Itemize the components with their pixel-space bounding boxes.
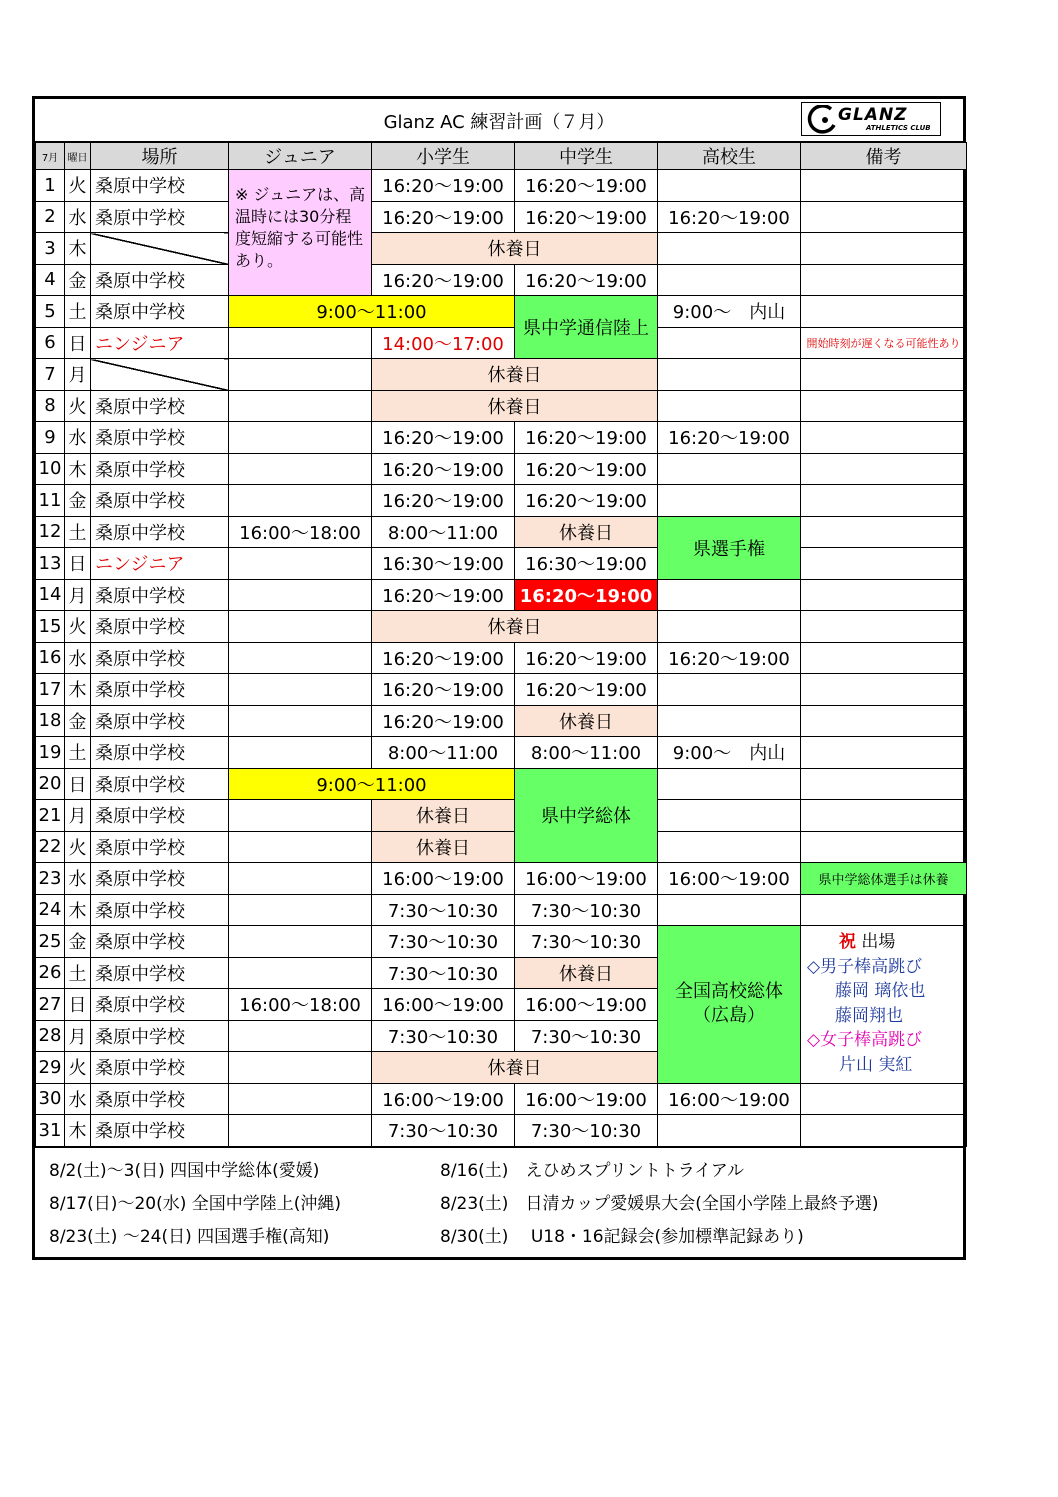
footer-event-right: 8/16(土) えひめスプリントトライアル bbox=[440, 1160, 745, 1181]
junior-cell bbox=[229, 863, 372, 895]
notes-cell bbox=[801, 170, 967, 202]
title-row bbox=[35, 99, 963, 142]
junior-cell bbox=[229, 894, 372, 926]
page-title: Glanz AC 練習計画（７月） bbox=[383, 112, 615, 133]
high-cell bbox=[658, 611, 801, 643]
place-cell: 桑原中学校 bbox=[91, 264, 229, 296]
day-of-week: 日 bbox=[65, 548, 91, 580]
girls-athlete-1: 片山 実紅 bbox=[839, 1054, 913, 1075]
high-cell bbox=[658, 831, 801, 863]
middle-cell: 8:00～11:00 bbox=[515, 737, 658, 769]
notes-cell bbox=[801, 390, 967, 422]
table-row bbox=[36, 390, 967, 422]
place-cell: 桑原中学校 bbox=[91, 768, 229, 800]
day-number: 10 bbox=[36, 453, 65, 485]
header-month: 7月 bbox=[36, 143, 65, 170]
place-cell: 桑原中学校 bbox=[91, 989, 229, 1021]
header-notes: 備考 bbox=[801, 143, 967, 170]
elementary-cell: 16:20～19:00 bbox=[372, 642, 515, 674]
footer-row bbox=[35, 1185, 963, 1218]
logo-swoosh-icon bbox=[804, 105, 838, 135]
middle-cell: 16:20～19:00 bbox=[515, 453, 658, 485]
notes-cell: 県中学総体選手は休養 bbox=[801, 863, 967, 895]
day-of-week: 木 bbox=[65, 453, 91, 485]
middle-cell-highlight: 16:20～19:00 bbox=[515, 579, 658, 611]
place-cell: 桑原中学校 bbox=[91, 642, 229, 674]
event-national-hs: 全国高校総体（広島） bbox=[658, 926, 801, 1084]
table-row bbox=[36, 327, 967, 359]
day-number: 3 bbox=[36, 233, 65, 265]
junior-cell bbox=[229, 359, 372, 391]
junior-cell bbox=[229, 831, 372, 863]
table-row bbox=[36, 831, 967, 863]
day-number: 2 bbox=[36, 201, 65, 233]
place-cell: 桑原中学校 bbox=[91, 579, 229, 611]
junior-cell bbox=[229, 800, 372, 832]
day-of-week: 金 bbox=[65, 705, 91, 737]
high-cell bbox=[658, 800, 801, 832]
place-cell: 桑原中学校 bbox=[91, 737, 229, 769]
day-of-week: 火 bbox=[65, 611, 91, 643]
junior-cell bbox=[229, 1083, 372, 1115]
high-cell bbox=[658, 264, 801, 296]
notes-cell bbox=[801, 579, 967, 611]
junior-cell bbox=[229, 642, 372, 674]
table-row bbox=[36, 264, 967, 296]
notes-cell bbox=[801, 611, 967, 643]
place-cell: 桑原中学校 bbox=[91, 894, 229, 926]
day-of-week: 月 bbox=[65, 359, 91, 391]
rest-day-cell: 休養日 bbox=[372, 233, 658, 265]
middle-cell: 16:20～19:00 bbox=[515, 485, 658, 517]
place-cell: 桑原中学校 bbox=[91, 1115, 229, 1147]
day-of-week: 土 bbox=[65, 296, 91, 328]
day-of-week: 土 bbox=[65, 957, 91, 989]
table-row bbox=[36, 579, 967, 611]
junior-cell bbox=[229, 926, 372, 958]
table-row bbox=[36, 1083, 967, 1115]
notes-cell bbox=[801, 516, 967, 548]
place-cell: 桑原中学校 bbox=[91, 1052, 229, 1084]
day-number: 15 bbox=[36, 611, 65, 643]
rest-day-cell: 休養日 bbox=[372, 1052, 658, 1084]
header-junior: ジュニア bbox=[229, 143, 372, 170]
table-row bbox=[36, 926, 967, 958]
header-dow: 曜日 bbox=[65, 143, 91, 170]
high-cell: 16:00～19:00 bbox=[658, 1083, 801, 1115]
table-row bbox=[36, 201, 967, 233]
boys-event: ◇男子棒高跳び bbox=[807, 956, 923, 977]
footer-events bbox=[35, 1147, 963, 1257]
table-row bbox=[36, 863, 967, 895]
rest-day-cell: 休養日 bbox=[372, 359, 658, 391]
table-row bbox=[36, 768, 967, 800]
place-cell: 桑原中学校 bbox=[91, 516, 229, 548]
place-cell: 桑原中学校 bbox=[91, 422, 229, 454]
middle-cell: 7:30～10:30 bbox=[515, 1115, 658, 1147]
notes-cell bbox=[801, 485, 967, 517]
place-cell: 桑原中学校 bbox=[91, 800, 229, 832]
elementary-cell: 16:20～19:00 bbox=[372, 705, 515, 737]
elementary-cell: 7:30～10:30 bbox=[372, 926, 515, 958]
table-row bbox=[36, 611, 967, 643]
day-number: 19 bbox=[36, 737, 65, 769]
day-of-week: 水 bbox=[65, 642, 91, 674]
middle-cell: 16:20～19:00 bbox=[515, 422, 658, 454]
day-of-week: 金 bbox=[65, 264, 91, 296]
event-pref-champ: 県選手権 bbox=[658, 516, 801, 579]
junior-cell bbox=[229, 548, 372, 580]
junior-cell: 16:00～18:00 bbox=[229, 989, 372, 1021]
congrats-mark: 祝 bbox=[839, 932, 856, 952]
place-cell: 桑原中学校 bbox=[91, 957, 229, 989]
high-cell bbox=[658, 768, 801, 800]
day-number: 30 bbox=[36, 1083, 65, 1115]
elementary-rest-cell: 休養日 bbox=[372, 800, 515, 832]
high-cell bbox=[658, 579, 801, 611]
place-cell-empty bbox=[91, 359, 229, 391]
place-cell: 桑原中学校 bbox=[91, 863, 229, 895]
place-cell: 桑原中学校 bbox=[91, 611, 229, 643]
day-number: 29 bbox=[36, 1052, 65, 1084]
day-number: 20 bbox=[36, 768, 65, 800]
day-of-week: 火 bbox=[65, 831, 91, 863]
day-number: 23 bbox=[36, 863, 65, 895]
junior-cell bbox=[229, 485, 372, 517]
table-row bbox=[36, 516, 967, 548]
junior-cell bbox=[229, 453, 372, 485]
notes-cell bbox=[801, 359, 967, 391]
elementary-rest-cell: 休養日 bbox=[372, 831, 515, 863]
rest-day-cell: 休養日 bbox=[372, 390, 658, 422]
day-number: 13 bbox=[36, 548, 65, 580]
header-middle: 中学生 bbox=[515, 143, 658, 170]
day-of-week: 土 bbox=[65, 516, 91, 548]
day-number: 16 bbox=[36, 642, 65, 674]
notes-cell bbox=[801, 831, 967, 863]
junior-cell bbox=[229, 611, 372, 643]
day-of-week: 月 bbox=[65, 1020, 91, 1052]
place-cell-empty bbox=[91, 233, 229, 265]
high-cell bbox=[658, 453, 801, 485]
day-number: 12 bbox=[36, 516, 65, 548]
elementary-cell: 8:00～11:00 bbox=[372, 737, 515, 769]
high-cell bbox=[658, 894, 801, 926]
day-number: 4 bbox=[36, 264, 65, 296]
elementary-cell: 16:20～19:00 bbox=[372, 453, 515, 485]
elementary-cell: 16:20～19:00 bbox=[372, 264, 515, 296]
junior-cell bbox=[229, 1115, 372, 1147]
high-cell bbox=[658, 170, 801, 202]
middle-cell: 7:30～10:30 bbox=[515, 926, 658, 958]
congrats-heading: 出場 bbox=[856, 932, 896, 952]
high-cell bbox=[658, 359, 801, 391]
day-of-week: 金 bbox=[65, 485, 91, 517]
junior-elementary-cell: 9:00～11:00 bbox=[229, 296, 515, 328]
day-of-week: 日 bbox=[65, 768, 91, 800]
place-cell: 桑原中学校 bbox=[91, 1020, 229, 1052]
header-elementary: 小学生 bbox=[372, 143, 515, 170]
notes-cell bbox=[801, 800, 967, 832]
place-cell: 桑原中学校 bbox=[91, 390, 229, 422]
notes-cell bbox=[801, 422, 967, 454]
day-of-week: 水 bbox=[65, 1083, 91, 1115]
place-cell: 桑原中学校 bbox=[91, 674, 229, 706]
table-row bbox=[36, 894, 967, 926]
table-row bbox=[36, 296, 967, 328]
junior-note: ※ ジュニアは、高温時には30分程度短縮する可能性あり。 bbox=[229, 170, 372, 296]
boys-athlete-2: 藤岡翔也 bbox=[835, 1005, 903, 1026]
place-cell: ニンジニア bbox=[91, 548, 229, 580]
day-number: 17 bbox=[36, 674, 65, 706]
high-cell bbox=[658, 674, 801, 706]
day-number: 8 bbox=[36, 390, 65, 422]
boys-athlete-1: 藤岡 璃依也 bbox=[835, 981, 926, 1001]
junior-cell bbox=[229, 957, 372, 989]
day-number: 28 bbox=[36, 1020, 65, 1052]
table-row bbox=[36, 674, 967, 706]
rest-day-cell: 休養日 bbox=[372, 611, 658, 643]
footer-event-right: 8/30(土) U18・16記録会(参加標準記録あり) bbox=[440, 1226, 804, 1247]
middle-cell: 16:20～19:00 bbox=[515, 642, 658, 674]
middle-cell: 16:20～19:00 bbox=[515, 264, 658, 296]
table-row bbox=[36, 737, 967, 769]
day-of-week: 木 bbox=[65, 233, 91, 265]
logo-subtext: ATHLETICS CLUB bbox=[866, 124, 931, 132]
middle-rest-cell: 休養日 bbox=[515, 957, 658, 989]
middle-cell: 16:00～19:00 bbox=[515, 863, 658, 895]
notes-cell bbox=[801, 296, 967, 328]
day-number: 22 bbox=[36, 831, 65, 863]
day-of-week: 水 bbox=[65, 863, 91, 895]
place-cell: 桑原中学校 bbox=[91, 485, 229, 517]
table-row bbox=[36, 170, 967, 202]
logo-text: GLANZ bbox=[838, 105, 908, 125]
header-row bbox=[36, 143, 967, 170]
elementary-cell: 16:20～19:00 bbox=[372, 485, 515, 517]
junior-cell bbox=[229, 422, 372, 454]
place-cell: 桑原中学校 bbox=[91, 201, 229, 233]
elementary-cell: 16:30～19:00 bbox=[372, 548, 515, 580]
high-cell bbox=[658, 705, 801, 737]
notes-cell bbox=[801, 453, 967, 485]
notes-cell bbox=[801, 1083, 967, 1115]
elementary-cell: 16:20～19:00 bbox=[372, 674, 515, 706]
footer-event-left: 8/17(日)～20(水) 全国中学陸上(沖縄) bbox=[49, 1193, 342, 1214]
middle-rest-cell: 休養日 bbox=[515, 705, 658, 737]
table-row bbox=[36, 485, 967, 517]
junior-cell bbox=[229, 390, 372, 422]
table-row bbox=[36, 233, 967, 265]
notes-cell bbox=[801, 264, 967, 296]
day-of-week: 水 bbox=[65, 422, 91, 454]
notes-cell bbox=[801, 548, 967, 580]
day-of-week: 木 bbox=[65, 1115, 91, 1147]
notes-cell: 開始時刻が遅くなる可能性あり bbox=[801, 327, 967, 359]
notes-cell bbox=[801, 705, 967, 737]
day-number: 9 bbox=[36, 422, 65, 454]
day-number: 31 bbox=[36, 1115, 65, 1147]
notes-cell bbox=[801, 894, 967, 926]
junior-cell bbox=[229, 674, 372, 706]
elementary-cell: 7:30～10:30 bbox=[372, 1115, 515, 1147]
notes-cell bbox=[801, 1115, 967, 1147]
table-row bbox=[36, 359, 967, 391]
elementary-cell: 8:00～11:00 bbox=[372, 516, 515, 548]
congrats-note bbox=[801, 926, 967, 1084]
day-number: 26 bbox=[36, 957, 65, 989]
day-of-week: 木 bbox=[65, 674, 91, 706]
footer-row bbox=[35, 1218, 963, 1251]
place-cell: ニンジニア bbox=[91, 327, 229, 359]
day-number: 21 bbox=[36, 800, 65, 832]
day-of-week: 日 bbox=[65, 989, 91, 1021]
day-number: 27 bbox=[36, 989, 65, 1021]
middle-cell: 16:00～19:00 bbox=[515, 1083, 658, 1115]
high-cell bbox=[658, 1115, 801, 1147]
table-row bbox=[36, 642, 967, 674]
place-cell: 桑原中学校 bbox=[91, 170, 229, 202]
day-of-week: 火 bbox=[65, 1052, 91, 1084]
header-high: 高校生 bbox=[658, 143, 801, 170]
schedule-sheet bbox=[32, 96, 966, 1260]
day-number: 11 bbox=[36, 485, 65, 517]
day-number: 5 bbox=[36, 296, 65, 328]
day-of-week: 金 bbox=[65, 926, 91, 958]
place-cell: 桑原中学校 bbox=[91, 453, 229, 485]
day-number: 14 bbox=[36, 579, 65, 611]
day-number: 7 bbox=[36, 359, 65, 391]
place-cell: 桑原中学校 bbox=[91, 705, 229, 737]
high-cell bbox=[658, 233, 801, 265]
high-cell: 16:20～19:00 bbox=[658, 642, 801, 674]
middle-cell: 16:00～19:00 bbox=[515, 989, 658, 1021]
day-of-week: 火 bbox=[65, 390, 91, 422]
girls-event: ◇女子棒高跳び bbox=[807, 1030, 923, 1050]
high-cell: 16:20～19:00 bbox=[658, 422, 801, 454]
place-cell: 桑原中学校 bbox=[91, 296, 229, 328]
place-cell: 桑原中学校 bbox=[91, 831, 229, 863]
elementary-cell: 16:00～19:00 bbox=[372, 1083, 515, 1115]
footer-event-left: 8/23(土) ～24(日) 四国選手権(高知) bbox=[49, 1226, 330, 1247]
notes-cell bbox=[801, 201, 967, 233]
table-row bbox=[36, 548, 967, 580]
middle-rest-cell: 休養日 bbox=[515, 516, 658, 548]
elementary-cell: 16:20～19:00 bbox=[372, 170, 515, 202]
day-number: 18 bbox=[36, 705, 65, 737]
middle-cell: 16:20～19:00 bbox=[515, 201, 658, 233]
elementary-cell: 7:30～10:30 bbox=[372, 894, 515, 926]
glanz-logo bbox=[801, 102, 941, 136]
day-of-week: 火 bbox=[65, 170, 91, 202]
table-row bbox=[36, 1115, 967, 1147]
day-of-week: 月 bbox=[65, 579, 91, 611]
footer-event-right: 8/23(土) 日清カップ愛媛県大会(全国小学陸上最終予選) bbox=[440, 1193, 879, 1214]
day-of-week: 月 bbox=[65, 800, 91, 832]
notes-cell bbox=[801, 768, 967, 800]
place-cell: 桑原中学校 bbox=[91, 926, 229, 958]
high-cell bbox=[658, 327, 801, 359]
table-row bbox=[36, 800, 967, 832]
elementary-cell: 16:00～19:00 bbox=[372, 989, 515, 1021]
day-number: 25 bbox=[36, 926, 65, 958]
middle-cell: 16:30～19:00 bbox=[515, 548, 658, 580]
table-row bbox=[36, 705, 967, 737]
elementary-cell: 16:20～19:00 bbox=[372, 579, 515, 611]
junior-cell bbox=[229, 1020, 372, 1052]
day-of-week: 土 bbox=[65, 737, 91, 769]
schedule-table bbox=[35, 142, 967, 1147]
elementary-cell: 16:00～19:00 bbox=[372, 863, 515, 895]
notes-cell bbox=[801, 737, 967, 769]
high-cell bbox=[658, 485, 801, 517]
table-row bbox=[36, 453, 967, 485]
day-number: 6 bbox=[36, 327, 65, 359]
high-cell: 9:00～ 内山 bbox=[658, 737, 801, 769]
middle-cell: 16:20～19:00 bbox=[515, 674, 658, 706]
high-cell: 16:00～19:00 bbox=[658, 863, 801, 895]
junior-cell bbox=[229, 579, 372, 611]
high-cell: 9:00～ 内山 bbox=[658, 296, 801, 328]
header-place: 場所 bbox=[91, 143, 229, 170]
day-of-week: 日 bbox=[65, 327, 91, 359]
notes-cell bbox=[801, 233, 967, 265]
notes-cell bbox=[801, 674, 967, 706]
place-cell: 桑原中学校 bbox=[91, 1083, 229, 1115]
junior-cell bbox=[229, 327, 372, 359]
middle-cell: 7:30～10:30 bbox=[515, 894, 658, 926]
elementary-cell: 7:30～10:30 bbox=[372, 957, 515, 989]
middle-cell: 7:30～10:30 bbox=[515, 1020, 658, 1052]
junior-elementary-cell: 9:00～11:00 bbox=[229, 768, 515, 800]
elementary-cell: 7:30～10:30 bbox=[372, 1020, 515, 1052]
elementary-cell: 14:00～17:00 bbox=[372, 327, 515, 359]
junior-cell bbox=[229, 705, 372, 737]
middle-cell: 16:20～19:00 bbox=[515, 170, 658, 202]
elementary-cell: 16:20～19:00 bbox=[372, 422, 515, 454]
event-pref-middle: 県中学総体 bbox=[515, 768, 658, 863]
junior-cell: 16:00～18:00 bbox=[229, 516, 372, 548]
day-of-week: 木 bbox=[65, 894, 91, 926]
day-number: 1 bbox=[36, 170, 65, 202]
notes-cell bbox=[801, 642, 967, 674]
footer-event-left: 8/2(土)～3(日) 四国中学総体(愛媛) bbox=[49, 1160, 320, 1181]
table-row bbox=[36, 422, 967, 454]
day-of-week: 水 bbox=[65, 201, 91, 233]
high-cell bbox=[658, 390, 801, 422]
junior-cell bbox=[229, 1052, 372, 1084]
elementary-cell: 16:20～19:00 bbox=[372, 201, 515, 233]
high-cell: 16:20～19:00 bbox=[658, 201, 801, 233]
junior-cell bbox=[229, 737, 372, 769]
event-pref-comm: 県中学通信陸上 bbox=[515, 296, 658, 359]
day-number: 24 bbox=[36, 894, 65, 926]
footer-row bbox=[35, 1152, 963, 1185]
